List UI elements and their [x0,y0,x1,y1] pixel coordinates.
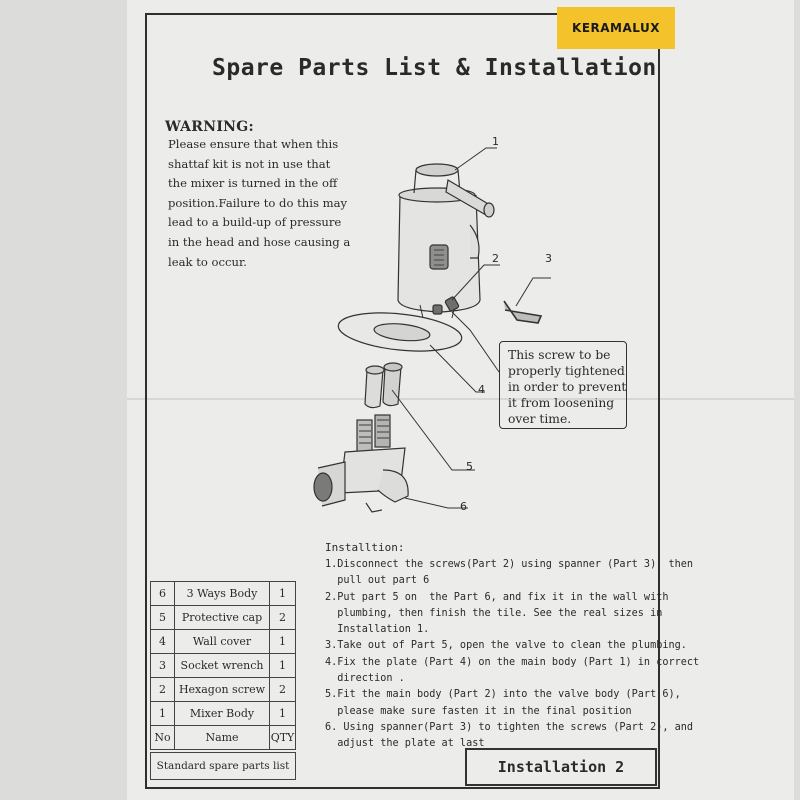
warning-text: Please ensure that when this shattaf kit is not in use that the mixer is turned in the off position.Failure to do this may lead to a build-up of pressure in the head and hose causing a leak to occur. [168,137,351,269]
page-title: Spare Parts List & Installation [212,55,657,81]
part-number-label: 3 [545,252,552,265]
part-no-cell: 2 [151,678,175,702]
installation-steps: 1.Disconnect the screws(Part 2) using spanner (Part 3), then pull out part 6 2.Put part 5 on the Part 6, and fix it in the wall with plumbing, then finish the tile. See the real sizes in Installation 1. 3.Take out of Part 5, open the valve to clean the plumbing. 4.Fix the plate (Part 4) on the main body (Part 1) in correct direction . 5.Fit the main body (Part 2) into the valve body (Part 6), please make sure fasten it in the final position 6. Using spanner(Part 3) to tighten the screws (Part 2), and adjust the plate at last [325,559,700,750]
warning-heading: WARNING: [165,119,254,135]
part-no-cell: 6 [151,582,175,606]
part-qty-cell: 1 [270,630,296,654]
part-name-cell: Mixer Body [175,702,270,726]
three-ways-body-drawing [314,415,408,512]
table-row [151,678,296,702]
header-no: No [151,726,175,750]
part-name-cell: Socket wrench [175,654,270,678]
part-qty-cell: 2 [270,678,296,702]
part-number-label: 6 [460,500,467,513]
part-number-label: 5 [466,460,473,473]
table-header-row [151,726,296,750]
wall-cover-drawing [336,308,463,357]
part-name-cell: Wall cover [175,630,270,654]
spare-parts-table [150,581,296,750]
part-no-cell: 5 [151,606,175,630]
protective-cap-drawing [365,363,402,408]
part-name-cell: Protective cap [175,606,270,630]
part-number-label: 4 [478,383,485,396]
table-row [151,702,296,726]
header-name: Name [175,726,270,750]
table-row [151,582,296,606]
part-no-cell: 3 [151,654,175,678]
header-qty: QTY [270,726,296,750]
part-number-label: 1 [492,135,499,148]
brand-logo: KERAMALUX [557,7,675,49]
part-qty-cell: 1 [270,702,296,726]
screw-callout-note: This screw to be properly tightened in order to prevent it from loosening over time. [499,341,627,429]
part-qty-cell: 2 [270,606,296,630]
mixer-body-drawing [398,164,494,318]
table-row [151,654,296,678]
installation-label: Installation 2 [465,748,657,786]
installation-heading: Installtion: [325,541,405,554]
part-name-cell: Hexagon screw [175,678,270,702]
part-qty-cell: 1 [270,582,296,606]
part-number-label: 2 [492,252,499,265]
parts-table-caption: Standard spare parts list [150,752,296,780]
table-row [151,606,296,630]
socket-wrench-drawing [504,301,541,323]
part-no-cell: 4 [151,630,175,654]
table-row [151,630,296,654]
part-name-cell: 3 Ways Body [175,582,270,606]
part-qty-cell: 1 [270,654,296,678]
part-no-cell: 1 [151,702,175,726]
